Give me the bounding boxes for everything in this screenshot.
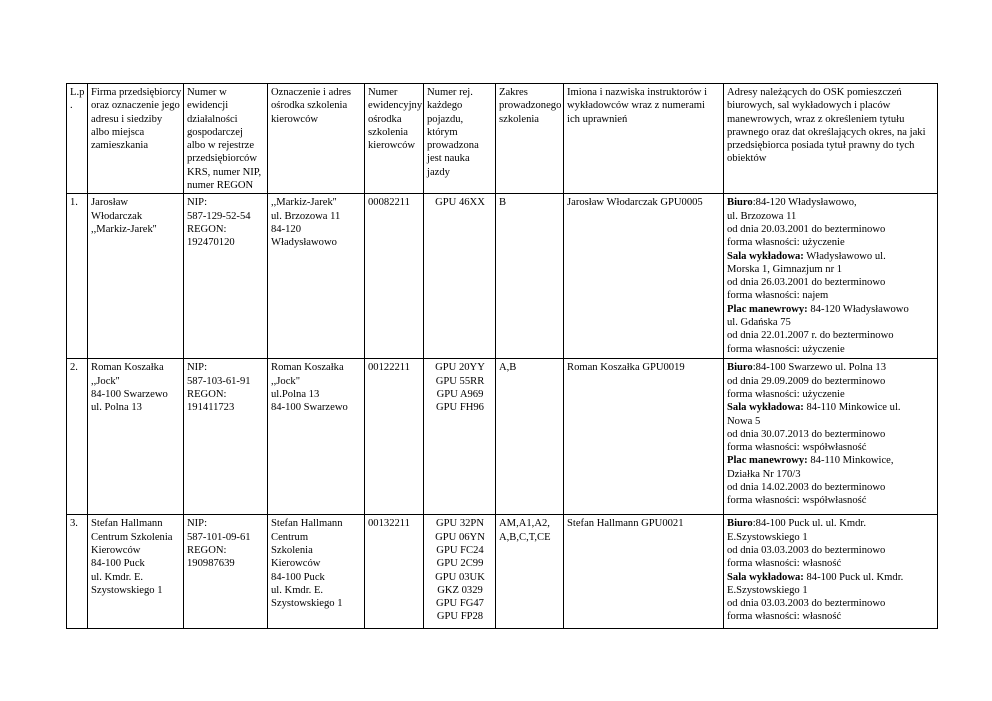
address-line [727, 343, 935, 356]
header-row [67, 84, 938, 194]
cell-ewidencja [184, 515, 268, 629]
address-text: 84-120 Władysławowo [807, 303, 909, 315]
header-line: ewidencji [187, 100, 229, 112]
firma-line: Jarosław [91, 197, 129, 209]
header-numer-ewid [365, 84, 424, 194]
address-line [727, 223, 935, 236]
osrodek-line: ul.Polna 13 [271, 388, 320, 400]
address-line [727, 316, 935, 329]
cell-firma [88, 515, 184, 629]
cell-adresy [724, 194, 938, 359]
address-text: ul. Gdańska 75 [727, 317, 791, 329]
numer-ewid-value: 00132211 [368, 518, 410, 530]
table-row [67, 359, 938, 515]
address-label: Biuro [727, 197, 753, 209]
ewidencja-line: REGON: [187, 223, 227, 235]
cell-pojazdy [424, 194, 496, 359]
address-line [727, 236, 935, 249]
address-text: od dnia 03.03.2003 do bezterminowo [727, 544, 886, 556]
ewidencja-line: 190987639 [187, 558, 235, 570]
address-text: Nowa 5 [727, 415, 761, 427]
address-line [727, 557, 935, 570]
header-line: manewrowych, wraz z określeniem tytułu [727, 113, 905, 125]
cell-osrodek [268, 359, 365, 515]
cell-osrodek [268, 194, 365, 359]
cell-osrodek [268, 515, 365, 629]
header-line: Numer [368, 87, 398, 98]
address-line [727, 544, 935, 557]
firma-line: ul. Kmdr. E. [91, 571, 144, 583]
firma-line: ,,Markiz-Jarek'' [91, 223, 157, 235]
address-text: forma własności: współwłasność [727, 442, 867, 454]
ewidencja-line: NIP: [187, 197, 208, 209]
address-text: forma własności: własność [727, 611, 842, 623]
cell-numer-ewid [365, 515, 424, 629]
header-line: szkolenia [368, 126, 409, 138]
osrodek-line: 84-100 Swarzewo [271, 402, 348, 414]
address-text: od dnia 20.03.2001 do bezterminowo [727, 223, 886, 235]
address-line [727, 531, 935, 544]
header-line: prawnego oraz dat określających okres, na jaki [727, 126, 926, 138]
address-text: od dnia 29.09.2009 do bezterminowo [727, 375, 886, 387]
cell-firma [88, 194, 184, 359]
header-line: gospodarczej [187, 126, 243, 138]
header-line: jazdy [427, 166, 450, 178]
instructor-value: Stefan Hallmann GPU0021 [567, 518, 684, 530]
zakres-line: A,B,C,T,CE [499, 531, 551, 543]
cell-instruktorzy [564, 515, 724, 629]
osrodek-line: ,,Markiz-Jarek'' [271, 197, 337, 209]
cell-zakres [496, 194, 564, 359]
address-text: 84-110 Minkowice, [807, 455, 894, 467]
address-label: Biuro [727, 518, 753, 530]
address-line [727, 375, 935, 388]
header-line: biurowych, sal wykładowych i placów [727, 100, 891, 112]
address-line [727, 388, 935, 401]
address-line [727, 584, 935, 597]
osrodek-line: 84-120 [271, 223, 302, 235]
header-line: Imiona i nazwiska instruktorów i [567, 87, 708, 98]
zakres-line: AM,A1,A2, [499, 518, 550, 530]
osrodek-line: Szkolenia [271, 544, 313, 556]
numer-ewid-value: 00082211 [368, 197, 410, 209]
address-text: od dnia 22.01.2007 r. do bezterminowo [727, 330, 894, 342]
header-line: którym [427, 126, 458, 138]
vehicle-plate: GPU 32PN [436, 518, 484, 530]
cell-firma [88, 359, 184, 515]
cell-ewidencja [184, 359, 268, 515]
cell-ewidencja [184, 194, 268, 359]
address-line [727, 250, 935, 263]
firma-line: 84-100 Swarzewo [91, 388, 168, 400]
vehicle-plate: GPU 03UK [435, 571, 485, 583]
address-line [727, 441, 935, 454]
address-text: forma własności: najem [727, 290, 829, 302]
osrodek-line: ul. Kmdr. E. [271, 584, 324, 596]
address-text: od dnia 30.07.2013 do bezterminowo [727, 428, 886, 440]
lp-value: 2. [70, 362, 78, 374]
osrodek-line: ul. Brzozowa 11 [271, 210, 341, 222]
cell-lp [67, 359, 88, 515]
header-ewidencja [184, 84, 268, 194]
ewidencja-line: 587-101-09-61 [187, 531, 251, 543]
osrodek-line: Kierowców [271, 558, 321, 570]
header-line: każdego [427, 100, 463, 112]
header-line: Numer w [187, 87, 227, 98]
header-line: pojazdu, [427, 113, 464, 125]
table-row [67, 515, 938, 629]
cell-pojazdy [424, 359, 496, 515]
ewidencja-line: NIP: [187, 518, 208, 530]
firma-line: Kierowców [91, 544, 141, 556]
cell-adresy [724, 359, 938, 515]
osrodek-line: Centrum [271, 531, 309, 543]
vehicle-plate: GPU A969 [436, 388, 484, 400]
header-line: jest nauka [427, 153, 470, 165]
header-line: ich uprawnień [567, 113, 628, 125]
address-text: ul. Brzozowa 11 [727, 210, 797, 222]
header-zakres [496, 84, 564, 194]
cell-pojazdy [424, 515, 496, 629]
address-text: 84-100 Puck ul. Kmdr. [803, 571, 904, 583]
address-text: forma własności: użyczenie [727, 388, 845, 400]
address-line [727, 276, 935, 289]
address-line [727, 494, 935, 507]
header-pojazdy [424, 84, 496, 194]
header-line: kierowców [271, 113, 319, 125]
numer-ewid-value: 00122211 [368, 362, 410, 374]
cell-numer-ewid [365, 359, 424, 515]
instructor-value: Roman Koszałka GPU0019 [567, 362, 685, 374]
vehicle-plate: GPU FC24 [436, 544, 484, 556]
cell-zakres [496, 515, 564, 629]
address-text: Morska 1, Gimnazjum nr 1 [727, 263, 843, 275]
address-text: :84-120 Władysławowo, [752, 197, 857, 209]
address-text: forma własności: użyczenie [727, 237, 845, 249]
table-body [67, 84, 938, 629]
osrodek-line: Roman Koszałka [271, 362, 344, 374]
address-line [727, 517, 935, 530]
vehicle-plate: GPU FG47 [436, 598, 484, 610]
firma-line: 84-100 Puck [91, 558, 145, 570]
vehicle-plate: GPU FP28 [436, 611, 484, 623]
address-line [727, 303, 935, 316]
lp-value: 1. [70, 197, 78, 209]
zakres-line: B [499, 197, 507, 209]
firma-line: ul. Polna 13 [91, 402, 142, 414]
address-line [727, 329, 935, 342]
address-line [727, 610, 935, 623]
cell-instruktorzy [564, 194, 724, 359]
header-line: Numer rej. [427, 87, 473, 98]
cell-zakres [496, 359, 564, 515]
header-line: ewidencyjny [368, 100, 423, 112]
address-line [727, 571, 935, 584]
address-text: forma własności: użyczenie [727, 343, 845, 355]
vehicle-plate: GPU 55RR [435, 375, 485, 387]
cell-lp [67, 515, 88, 629]
header-line: zamieszkania [91, 140, 149, 152]
header-lp-text: L.p . [70, 87, 85, 112]
header-line: obiektów [727, 153, 767, 165]
address-line [727, 210, 935, 223]
address-text: E.Szystowskiego 1 [727, 531, 808, 543]
address-text: :84-100 Puck ul. ul. Kmdr. [752, 518, 867, 530]
address-label: Biuro [727, 362, 753, 374]
address-line [727, 481, 935, 494]
ewidencja-line: 587-103-61-91 [187, 375, 251, 387]
address-line [727, 263, 935, 276]
firma-line: Stefan Hallmann [91, 518, 163, 530]
cell-instruktorzy [564, 359, 724, 515]
firma-line: ,,Jock'' [91, 375, 120, 387]
address-line [727, 454, 935, 467]
address-text: :84-100 Swarzewo ul. Polna 13 [752, 362, 887, 374]
address-text: forma własności: współwłasność [727, 495, 867, 507]
address-line [727, 401, 935, 414]
ewidencja-line: REGON: [187, 388, 227, 400]
header-line: albo miejsca [91, 126, 145, 138]
header-line: szkolenia [499, 113, 540, 125]
header-osrodek [268, 84, 365, 194]
header-line: Oznaczenie i adres [271, 87, 351, 98]
address-text: 84-110 Minkowice ul. [803, 402, 901, 414]
header-line: przedsiębiorca posiada tytuł prawny do tych [727, 140, 915, 152]
osk-register-table [66, 83, 938, 629]
address-label: Sala wykładowa: [727, 571, 804, 583]
header-line: działalności [187, 113, 238, 125]
header-line: Zakres [499, 87, 528, 98]
firma-line: Centrum Szkolenia [91, 531, 173, 543]
address-line [727, 468, 935, 481]
header-line: Firma przedsiębiorcy [91, 87, 182, 98]
cell-adresy [724, 515, 938, 629]
vehicle-plate: GPU 20YY [435, 362, 485, 374]
osrodek-line: Władysławowo [271, 237, 337, 249]
osrodek-line: 84-100 Puck [271, 571, 325, 583]
address-text: od dnia 14.02.2003 do bezterminowo [727, 482, 886, 494]
header-line: ośrodka szkolenia [271, 100, 348, 112]
header-line: Adresy należących do OSK pomieszczeń [727, 87, 902, 98]
address-line [727, 415, 935, 428]
address-line [727, 196, 935, 209]
address-text: forma własności: własność [727, 558, 842, 570]
firma-line: Szystowskiego 1 [91, 584, 163, 596]
ewidencja-line: 191411723 [187, 402, 235, 414]
address-text: od dnia 26.03.2001 do bezterminowo [727, 277, 886, 289]
header-line: albo w rejestrze [187, 140, 255, 152]
header-line: kierowców [368, 140, 416, 152]
address-text: Działka Nr 170/3 [727, 468, 801, 480]
cell-lp [67, 194, 88, 359]
ewidencja-line: 192470120 [187, 237, 235, 249]
header-line: KRS, numer NIP, [187, 166, 262, 178]
header-line: wykładowców wraz z numerami [567, 100, 705, 112]
vehicle-plate: GPU 2C99 [436, 558, 484, 570]
ewidencja-line: 587-129-52-54 [187, 210, 251, 222]
firma-line: Roman Koszałka [91, 362, 164, 374]
header-line: przedsiębiorców [187, 153, 258, 165]
header-line: adresu i siedziby [91, 113, 163, 125]
header-firma [88, 84, 184, 194]
osrodek-line: Stefan Hallmann [271, 518, 343, 530]
firma-line: Włodarczak [91, 210, 143, 222]
address-line [727, 361, 935, 374]
address-line [727, 597, 935, 610]
address-label: Sala wykładowa: [727, 402, 804, 414]
ewidencja-line: REGON: [187, 544, 227, 556]
header-line: prowadzonego [499, 100, 562, 112]
table-row [67, 194, 938, 359]
header-line: prowadzona [427, 140, 479, 152]
address-label: Plac manewrowy: [727, 455, 808, 467]
address-label: Sala wykładowa: [727, 250, 804, 262]
vehicle-plate: GPU FH96 [436, 402, 484, 414]
vehicle-plate: GPU 06YN [435, 531, 485, 543]
header-instruktorzy [564, 84, 724, 194]
osrodek-line: ,,Jock" [271, 375, 301, 387]
header-lp [67, 84, 88, 194]
address-label: Plac manewrowy: [727, 303, 808, 315]
header-line: oraz oznaczenie jego [91, 100, 180, 112]
instructor-value: Jarosław Włodarczak GPU0005 [567, 197, 703, 209]
vehicle-plate: GKZ 0329 [437, 584, 483, 596]
address-text: Władysławowo ul. [803, 250, 886, 262]
header-line: ośrodka [368, 113, 402, 125]
header-line: numer REGON [187, 180, 254, 192]
ewidencja-line: NIP: [187, 362, 208, 374]
address-text: od dnia 03.03.2003 do bezterminowo [727, 598, 886, 610]
cell-numer-ewid [365, 194, 424, 359]
zakres-line: A,B [499, 362, 517, 374]
lp-value: 3. [70, 518, 78, 530]
osrodek-line: Szystowskiego 1 [271, 598, 343, 610]
address-line [727, 289, 935, 302]
vehicle-plate: GPU 46XX [435, 197, 485, 209]
header-adresy [724, 84, 938, 194]
address-text: E.Szystowskiego 1 [727, 584, 808, 596]
address-line [727, 428, 935, 441]
